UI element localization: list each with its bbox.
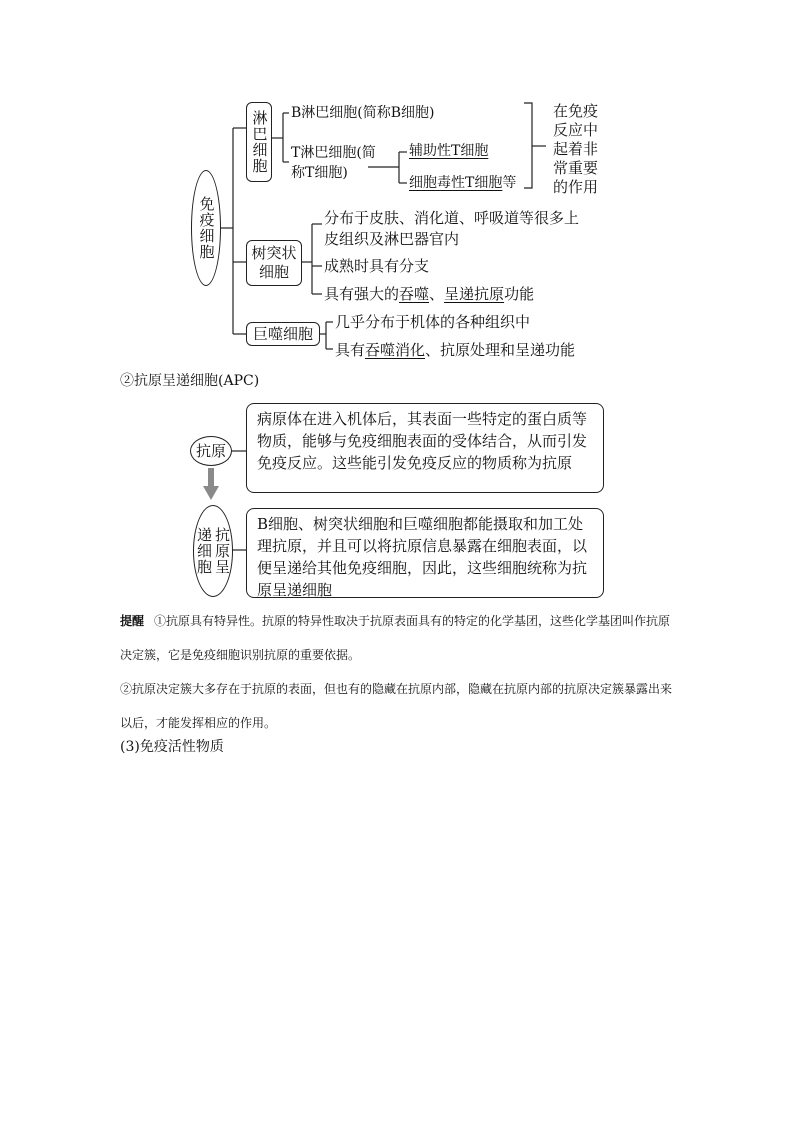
dendritic-desc-1b: 皮组织及淋巴器官内 <box>324 230 460 248</box>
tip-paragraph-1 <box>120 604 680 672</box>
role-line: 起着非 <box>553 140 599 158</box>
d3-antigen-presentation: 呈递抗原 <box>444 285 505 303</box>
antigen-description: 病原体在进入机体后，其表面一些特定的蛋白质等物质，能够与免疫细胞表面的受体结合，从而引发免疫反应。这些能引发免疫反应的物质称为抗原 <box>246 403 604 493</box>
t-cell-text-line2: 称T细胞) <box>291 165 348 181</box>
cytotoxic-suffix: 等 <box>502 175 517 191</box>
role-line: 常重要 <box>553 159 599 177</box>
section-apc-heading: ②抗原呈递细胞(APC) <box>120 373 260 389</box>
dendritic-desc-1a: 分布于皮肤、消化道、呼吸道等很多上 <box>324 209 580 227</box>
role-line: 反应中 <box>553 121 599 139</box>
macrophage-desc-1: 几乎分布于机体的各种组织中 <box>335 313 531 331</box>
apc-description: B细胞、树突状细胞和巨噬细胞都能摄取和加工处理抗原，并且可以将抗原信息暴露在细胞表面，以便呈递给其他免疫细胞，因此，这些细胞统称为抗原呈递细胞 <box>246 508 604 598</box>
helper-t-cell-text: 辅助性T细胞 <box>409 143 489 159</box>
dendritic-desc-2: 成熟时具有分支 <box>324 257 430 275</box>
tip-paragraph-2: ②抗原决定簇大多存在于抗原的表面，但也有的隐藏在抗原内部，隐藏在抗原内部的抗原决定簇暴露出来以后，才能发挥相应的作用。 <box>120 682 673 730</box>
dendritic-label-line1: 树突状 <box>251 244 297 262</box>
dendritic-label-line2: 细胞 <box>258 263 289 281</box>
apc-node <box>193 505 233 597</box>
root-label: 免疫细胞 <box>197 196 216 260</box>
d3-pre: 具有强大的 <box>324 285 400 303</box>
b-cell-text: B淋巴细胞(简称B细胞) <box>291 105 435 121</box>
tip-text-1: ①抗原具有特异性。抗原的特异性取决于抗原表面具有的特定的化学基团，这些化学基团叫作抗原决定簇，它是免疫细胞识别抗原的重要依据。 <box>120 614 671 662</box>
antigen-label: 抗原 <box>195 441 226 460</box>
lymphocyte-label: 淋巴细胞 <box>250 110 269 174</box>
d3-sep: 、 <box>429 285 445 303</box>
t-cell-text-line1: T淋巴细胞(简 <box>291 145 376 161</box>
macrophage-label: 巨噬细胞 <box>252 324 313 343</box>
m2-pre: 具有 <box>335 341 366 359</box>
m2-post: 、抗原处理和呈递功能 <box>425 341 576 359</box>
section-3-heading: (3)免疫活性物质 <box>120 739 224 755</box>
role-line: 在免疫 <box>553 102 599 120</box>
d3-phagocytosis: 吞噬 <box>399 285 430 303</box>
antigen-node <box>190 436 232 466</box>
role-line: 的作用 <box>553 178 599 196</box>
tip-label: 提醒 <box>120 614 145 628</box>
m2-phagocytic-digestion: 吞噬消化 <box>365 341 426 359</box>
apc-label: 抗原呈递细胞 <box>195 527 231 575</box>
d3-post: 功能 <box>504 285 535 303</box>
cytotoxic-t-cell-label: 细胞毒性T细胞 <box>409 175 503 191</box>
